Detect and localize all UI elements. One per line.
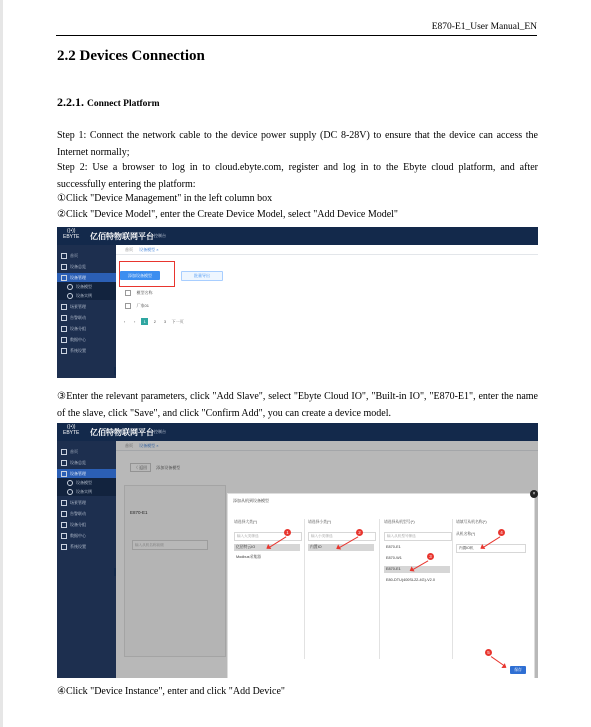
breadcrumb [116, 245, 538, 255]
model-search-input[interactable]: 输入从机型号筛选 [384, 532, 452, 541]
sidebar-item-data[interactable]: 数据中心 [57, 531, 116, 540]
option-modbus[interactable]: Modbus采集器 [236, 555, 261, 559]
batch-export-button[interactable]: 批量导出 [181, 271, 223, 281]
option-e870-e1[interactable]: E870-E1 [386, 545, 401, 549]
step-marker-2: 2 [356, 529, 363, 536]
col-subcategory-head: 请选择小类(*) [308, 520, 331, 524]
platform-name: 亿佰特物联网平台 [90, 428, 154, 437]
col-category-head: 请选择大类(*) [234, 520, 257, 524]
col-model-head: 请选择从机型号(*) [384, 520, 415, 524]
platform-name: 亿佰特物联网平台 [90, 232, 154, 241]
dot-icon [67, 284, 73, 290]
subcategory-search-input[interactable]: 输入小类筛选 [308, 532, 376, 541]
breadcrumb-home[interactable]: 首页 [125, 443, 133, 448]
alarm-icon [61, 315, 67, 321]
gear-icon [61, 348, 67, 354]
home-icon [61, 253, 67, 259]
add-slave-modal [227, 493, 535, 678]
modal-title: 添加从机到设备模型 [233, 498, 269, 503]
slave-name-input[interactable]: 内置IO机 [456, 544, 526, 553]
prev-page-icon-2[interactable]: ‹ [133, 319, 136, 324]
sidebar [57, 245, 116, 378]
page-edge [0, 0, 3, 727]
prev-page-icon[interactable]: ‹ [123, 319, 126, 324]
main-content [116, 245, 538, 378]
sidebar-item-device-instance[interactable]: 设备实例 [57, 487, 116, 496]
scene-icon [61, 500, 67, 506]
sidebar-item-scene[interactable]: 场景管理 [57, 302, 116, 311]
breadcrumb-home[interactable]: 首页 [125, 247, 133, 252]
checkbox[interactable] [125, 290, 131, 296]
option-e80-dtu[interactable]: E80-DTU(400SL22-4G)-V2.0 [386, 578, 435, 582]
highlight-box [119, 261, 175, 287]
sidebar-item-overview[interactable]: 设备总览 [57, 262, 116, 271]
sidebar-item-scene[interactable]: 场景管理 [57, 498, 116, 507]
option-builtin-io[interactable]: 内置IO [308, 544, 374, 551]
ebyte-logo: ((•)) EBYTE [63, 228, 80, 240]
ebyte-logo: ((•)) EBYTE [63, 424, 80, 436]
subsection-heading [57, 95, 160, 110]
form-title: 添加设备模型 [156, 465, 181, 470]
app-topbar [57, 227, 538, 245]
sidebar-item-device-model[interactable]: 设备模型 [57, 282, 116, 291]
back-button[interactable]: 〈 返回 [130, 463, 151, 472]
sidebar-item-settings[interactable]: 系统设置 [57, 542, 116, 551]
step-marker-4: 4 [498, 529, 505, 536]
option-e870-w1[interactable]: E870-W1 [386, 556, 402, 560]
sidebar-item-alarm[interactable]: 告警联动 [57, 313, 116, 322]
slave-name-prefix-input[interactable]: 输入从机名称前缀 [132, 540, 208, 550]
column-divider [452, 519, 453, 659]
sidebar-item-group[interactable]: 设备分组 [57, 520, 116, 529]
sidebar-item-device-model[interactable]: 设备模型 [57, 478, 116, 487]
step-marker-1: 1 [284, 529, 291, 536]
sidebar-item-alarm[interactable]: 告警联动 [57, 509, 116, 518]
category-search-input[interactable]: 输入大类筛选 [234, 532, 302, 541]
sidebar-item-group[interactable]: 设备分组 [57, 324, 116, 333]
column-divider [379, 519, 380, 659]
slave-name-label: 从机名称(*) [456, 532, 476, 536]
sidebar-item-device-management[interactable]: 设备管理 [57, 469, 116, 478]
section-title: 2.2 Devices Connection [57, 48, 205, 64]
page-3[interactable]: 3 [163, 319, 167, 324]
gear-icon [61, 544, 67, 550]
device-icon [61, 471, 67, 477]
scene-icon [61, 304, 67, 310]
page-1[interactable]: 1 [141, 318, 148, 325]
group-icon [61, 326, 67, 332]
dot-icon [67, 293, 73, 299]
subsection-title: Connect Platform [87, 99, 160, 109]
checkbox[interactable] [125, 303, 131, 309]
sub-step-1: ①Click "Device Management" in the left column box [57, 193, 273, 204]
header-rule [56, 35, 537, 36]
sidebar-item-home[interactable]: 首页 [57, 447, 116, 456]
subsection-number: 2.2.1. [57, 95, 84, 109]
sidebar-item-home[interactable]: 首页 [57, 251, 116, 260]
data-icon [61, 533, 67, 539]
pagination [121, 318, 184, 325]
home-icon [61, 449, 67, 455]
overview-icon [61, 460, 67, 466]
arrow-5 [491, 656, 507, 667]
step-1: Step 1: Connect the network cable to the device power supply (DC 8-28V) to ensure that the device can access the Internet normally; [57, 130, 538, 158]
group-icon [61, 522, 67, 528]
data-icon [61, 337, 67, 343]
device-icon [61, 275, 67, 281]
sub-step-3: ③Enter the relevant parameters, click "Add Slave", select "Ebyte Cloud IO", "Built-in IO", "E870-E1", enter the name of the slave, click "Save", and click "Confirm Add", you can create a device model. [57, 391, 538, 419]
add-device-model-button[interactable]: 添加设备模型 [120, 271, 160, 280]
column-divider [304, 519, 305, 659]
app-topbar [57, 423, 538, 441]
sidebar-item-settings[interactable]: 系统设置 [57, 346, 116, 355]
tab-device-model[interactable]: 设备模型 × [139, 247, 159, 252]
step-marker-5: 5 [485, 649, 492, 656]
platform-sub: 控制台 [154, 429, 166, 434]
screenshot-add-slave [57, 423, 538, 678]
sidebar-item-overview[interactable]: 设备总览 [57, 458, 116, 467]
step-2: Step 2: Use a browser to log in to cloud.ebyte.com, register and log in to the Ebyte cloud platform, and after successfully entering the platform: [57, 162, 538, 190]
overview-icon [61, 264, 67, 270]
dot-icon [67, 489, 73, 495]
sub-step-2: ②Click "Device Model", enter the Create Device Model, select "Add Device Model" [57, 209, 399, 220]
sub-step-4: ④Click "Device Instance", enter and click "Add Device" [57, 686, 285, 697]
step-marker-3: 3 [427, 553, 434, 560]
dot-icon [67, 480, 73, 486]
sidebar-item-device-instance[interactable]: 设备实例 [57, 291, 116, 300]
alarm-icon [61, 511, 67, 517]
option-e870-e1-selected[interactable]: E870-E1 [384, 566, 450, 573]
sidebar-item-data[interactable]: 数据中心 [57, 335, 116, 344]
table-row: 模型名称 [125, 290, 153, 296]
platform-sub: 控制台 [154, 233, 166, 238]
sidebar-item-device-management[interactable]: 设备管理 [57, 273, 116, 282]
option-ebyte-cloud-io[interactable]: 亿佰特云IO [234, 544, 300, 551]
model-name: E870-E1 [130, 510, 148, 515]
screenshot-device-model [57, 227, 538, 378]
close-icon[interactable]: × [530, 490, 538, 498]
page-2[interactable]: 2 [153, 319, 156, 324]
table-row: 厂家01 [125, 303, 149, 309]
manual-title: E870-E1_User Manual_EN [431, 22, 537, 32]
next-page-link[interactable]: 下一页 [171, 319, 184, 324]
sidebar [57, 441, 116, 678]
save-button[interactable]: 保存 [510, 666, 526, 674]
tab-device-model[interactable]: 设备模型 × [139, 443, 159, 448]
col-name-head: 请填写从机名称(*) [456, 520, 487, 524]
